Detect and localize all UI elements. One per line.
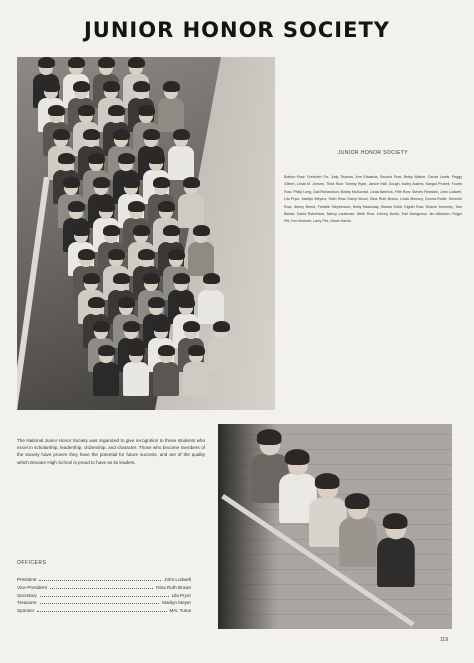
leader-dots xyxy=(39,578,161,581)
student-figure xyxy=(91,347,121,399)
leader-dots xyxy=(37,609,166,612)
group-photo xyxy=(17,57,275,410)
roster-names: Bottom Row: Gretchen Orr, Judy Thomas, Ann Edwards, Second Row: Betsy Walker, Carole Lewis, Peggy Gilbert, Linda M. Jensen, Third Row: Tommy Ryan, Janice Hall, Gough, Kathy Adams, Margot Probell. Fourth Row: Philip Long, Gail Richardson, Bobby McDonald, Linda Bartnick, Fifth Row: Steven Reardon, John Ludwell, Lila Pryor, Marilyn Meyers. Sixth Row: Darryl Wood, Gina Ruth Brown, Linda Mercury, Donna Ruble. Seventh Row: Jimmy Breed, Freddie Stephenson, Betty Haskeday, Marian Kribb. Eighth Row: Sharon Kennedy, Tom Barker, David Robertson, Nancy Lautzman. Ninth Row: Johnny Burke, Earl Wangerow, Jim Atkinson, Roger Pitt, Ken Kroener, Larry Fite, Norris Harris. xyxy=(284,175,462,224)
officer-name: Lila Pryor xyxy=(171,592,191,598)
student-figure xyxy=(121,347,151,399)
officer-name: John Ludwell xyxy=(164,577,191,582)
officers-photo xyxy=(218,424,452,629)
officer-role: Secretary xyxy=(17,592,37,598)
officer-role: Treasurer xyxy=(17,600,37,606)
officer-name: Nina Ruth Brown xyxy=(156,584,191,590)
roster-caption xyxy=(284,150,462,226)
officer-row xyxy=(17,584,191,592)
officer-row xyxy=(17,576,191,584)
leader-dots xyxy=(40,601,159,604)
officers-heading: OFFICERS xyxy=(17,560,47,566)
stair-railing xyxy=(17,177,50,410)
leader-dots xyxy=(40,594,169,597)
student-figure xyxy=(151,347,181,399)
page-title: JUNIOR HONOR SOCIETY xyxy=(83,18,390,42)
officer-row xyxy=(17,599,191,607)
page-number: 119 xyxy=(440,637,448,643)
officer-row xyxy=(17,592,191,600)
officer-row xyxy=(17,607,191,615)
officer-name: Mrs. Tutus xyxy=(169,608,191,614)
officer-name: Marilyn Meyer xyxy=(162,600,191,606)
society-description: The National Junior Honor Society was organized to give recognition to those students who excel in scholarship, leadership, citizenship, and character. Those who become members of the society have proven they have the potential for future success, and are of the quality which Decatur High School is proud to have as its leaders. xyxy=(17,438,205,465)
roster-heading: JUNIOR HONOR SOCIETY xyxy=(338,150,408,156)
officer-role: President xyxy=(17,577,37,582)
student-figure xyxy=(364,516,427,625)
leader-dots xyxy=(50,586,153,589)
officer-role: Sponsor xyxy=(17,608,35,614)
student-figure xyxy=(181,347,211,399)
officers-list xyxy=(17,576,191,615)
officer-role: Vice-President xyxy=(17,584,47,590)
